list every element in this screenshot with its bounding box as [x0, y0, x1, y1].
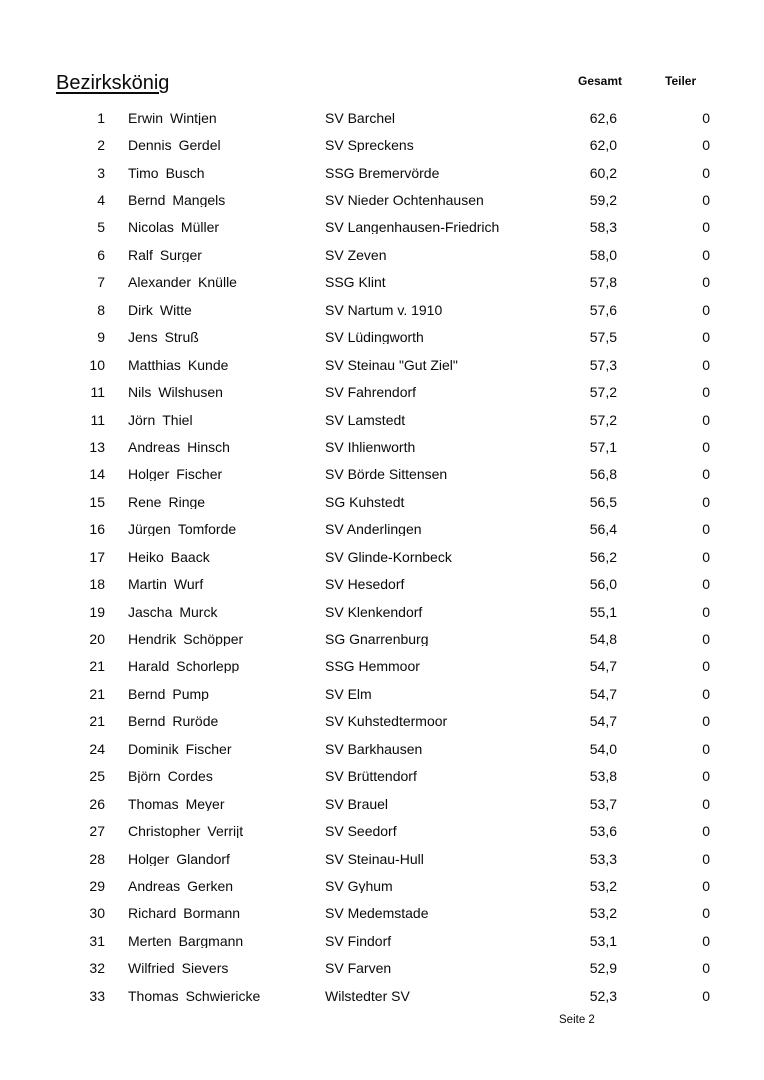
club-cell: SSG Hemmoor [325, 659, 420, 674]
gesamt-cell: 59,2 [589, 192, 617, 209]
first-name: Rene [128, 494, 162, 509]
teiler-cell: 0 [702, 411, 710, 428]
last-name: Busch [165, 165, 205, 180]
name-cell [128, 220, 325, 234]
last-name: Fischer [185, 741, 232, 756]
rank-cell: 11 [90, 411, 105, 428]
results-table [0, 104, 764, 1009]
rank-cell: 32 [89, 960, 105, 977]
club-cell: SV Klenkendorf [325, 604, 423, 619]
teiler-cell: 0 [702, 987, 710, 1004]
table-row [0, 900, 764, 927]
teiler-cell: 0 [702, 713, 710, 730]
gesamt-cell: 57,2 [589, 384, 617, 401]
table-row [0, 214, 764, 241]
gesamt-cell: 57,1 [589, 438, 617, 455]
first-name: Andreas [128, 439, 181, 454]
club-cell: SV Elm [325, 686, 372, 701]
teiler-cell: 0 [702, 960, 710, 977]
club-cell: SV Nartum v. 1910 [325, 302, 443, 317]
last-name: Meyer [185, 796, 225, 811]
club-cell: SV Seedorf [325, 824, 397, 839]
gesamt-cell: 57,3 [589, 356, 617, 373]
club-cell: SV Barkhausen [325, 741, 423, 756]
club-cell: SV Steinau "Gut Ziel" [325, 357, 458, 372]
last-name: Bargmann [178, 933, 244, 948]
last-name: Knülle [198, 275, 237, 290]
name-cell [128, 550, 325, 564]
teiler-cell: 0 [702, 548, 710, 565]
teiler-cell: 0 [702, 164, 710, 181]
last-name: Verrijt [207, 824, 244, 839]
club-cell: SSG Bremervörde [325, 165, 440, 180]
teiler-cell: 0 [702, 384, 710, 401]
teiler-cell: 0 [702, 850, 710, 867]
first-name: Timo [128, 165, 159, 180]
first-name: Richard [128, 906, 177, 921]
teiler-cell: 0 [702, 521, 710, 538]
rank-cell: 4 [97, 192, 105, 209]
name-cell [128, 413, 325, 427]
first-name: Jascha [128, 604, 173, 619]
last-name: Hinsch [187, 439, 230, 454]
rank-cell: 16 [89, 521, 105, 538]
table-row [0, 708, 764, 735]
last-name: Cordes [167, 769, 213, 784]
club-cell: SG Kuhstedt [325, 494, 405, 509]
gesamt-cell: 53,2 [589, 877, 617, 894]
gesamt-cell: 56,0 [589, 576, 617, 593]
last-name: Gerken [187, 878, 234, 893]
club-cell: SV Langenhausen-Friedrich [325, 220, 500, 235]
table-row [0, 296, 764, 323]
last-name: Müller [180, 220, 220, 235]
teiler-cell: 0 [702, 274, 710, 291]
gesamt-cell: 58,3 [589, 219, 617, 236]
gesamt-cell: 54,7 [589, 685, 617, 702]
table-row [0, 324, 764, 351]
club-cell: SV Lamstedt [325, 412, 406, 427]
first-name: Harald [128, 659, 170, 674]
rank-cell: 33 [89, 987, 105, 1004]
teiler-cell: 0 [702, 493, 710, 510]
club-cell: SV Zeven [325, 247, 387, 262]
club-cell: SV Findorf [325, 933, 392, 948]
teiler-cell: 0 [702, 877, 710, 894]
table-row [0, 406, 764, 433]
club-cell: SV Fahrendorf [325, 385, 417, 400]
last-name: Sievers [181, 961, 229, 976]
name-cell [128, 797, 325, 811]
last-name: Ringe [168, 494, 206, 509]
rank-cell: 30 [89, 905, 105, 922]
last-name: Pump [172, 686, 209, 701]
gesamt-cell: 57,6 [589, 301, 617, 318]
gesamt-cell: 55,1 [589, 603, 617, 620]
name-cell [128, 495, 325, 509]
club-cell: SV Glinde-Kornbeck [325, 549, 452, 564]
first-name: Thomas [128, 796, 179, 811]
rank-cell: 2 [97, 137, 105, 154]
club-cell: SV Lüdingworth [325, 330, 424, 345]
club-cell: SV Spreckens [325, 138, 414, 153]
name-cell [128, 742, 325, 756]
club-cell: SV Gyhum [325, 878, 393, 893]
teiler-cell: 0 [702, 795, 710, 812]
rank-cell: 25 [89, 768, 105, 785]
teiler-cell: 0 [702, 823, 710, 840]
first-name: Heiko [128, 549, 164, 564]
name-cell [128, 961, 325, 975]
first-name: Erwin [128, 110, 164, 125]
first-name: Jörn [128, 412, 156, 427]
table-row [0, 680, 764, 707]
table-row [0, 159, 764, 186]
first-name: Dirk [128, 302, 153, 317]
first-name: Bernd [128, 714, 166, 729]
first-name: Dennis [128, 138, 172, 153]
last-name: Gerdel [178, 138, 221, 153]
first-name: Matthias [128, 357, 181, 372]
teiler-cell: 0 [702, 658, 710, 675]
column-header-teiler: Teiler [665, 74, 697, 88]
table-row [0, 351, 764, 378]
rank-cell: 8 [97, 301, 105, 318]
club-cell: Wilstedter SV [325, 988, 410, 1003]
name-cell [128, 193, 325, 207]
first-name: Ralf [128, 247, 153, 262]
table-row [0, 598, 764, 625]
last-name: Tomforde [177, 522, 237, 537]
name-cell [128, 467, 325, 481]
first-name: Björn [128, 769, 161, 784]
teiler-cell: 0 [702, 301, 710, 318]
club-cell: SV Nieder Ochtenhausen [325, 193, 484, 208]
table-row [0, 241, 764, 268]
name-cell [128, 248, 325, 262]
name-cell [128, 358, 325, 372]
rank-cell: 24 [89, 740, 105, 757]
table-row [0, 872, 764, 899]
last-name: Glandorf [176, 851, 230, 866]
name-cell [128, 659, 325, 673]
teiler-cell: 0 [702, 438, 710, 455]
table-row [0, 653, 764, 680]
rank-cell: 28 [89, 850, 105, 867]
first-name: Dominik [128, 741, 179, 756]
table-row [0, 817, 764, 844]
club-cell: SG Gnarrenburg [325, 632, 429, 647]
rank-cell: 19 [89, 603, 105, 620]
gesamt-cell: 53,1 [589, 932, 617, 949]
last-name: Wurf [173, 577, 204, 592]
first-name: Nils [128, 385, 152, 400]
gesamt-cell: 54,0 [589, 740, 617, 757]
name-cell [128, 934, 325, 948]
last-name: Baack [170, 549, 210, 564]
rank-cell: 18 [89, 576, 105, 593]
table-row [0, 955, 764, 982]
first-name: Jens [128, 330, 158, 345]
club-cell: SV Medemstade [325, 906, 429, 921]
first-name: Holger [128, 851, 170, 866]
first-name: Thomas [128, 988, 179, 1003]
table-row [0, 516, 764, 543]
name-cell [128, 989, 325, 1003]
gesamt-cell: 56,4 [589, 521, 617, 538]
name-cell [128, 522, 325, 536]
rank-cell: 21 [89, 685, 105, 702]
table-row [0, 625, 764, 652]
gesamt-cell: 58,0 [589, 246, 617, 263]
name-cell [128, 824, 325, 838]
club-cell: SV Farven [325, 961, 392, 976]
last-name: Wilshusen [158, 385, 223, 400]
name-cell [128, 330, 325, 344]
name-cell [128, 687, 325, 701]
table-row [0, 378, 764, 405]
last-name: Schöpper [183, 632, 244, 647]
name-cell [128, 577, 325, 591]
last-name: Bormann [183, 906, 241, 921]
rank-cell: 10 [89, 356, 105, 373]
teiler-cell: 0 [702, 246, 710, 263]
name-cell [128, 632, 325, 646]
rank-cell: 17 [89, 548, 105, 565]
first-name: Bernd [128, 686, 166, 701]
name-cell [128, 714, 325, 728]
table-row [0, 927, 764, 954]
name-cell [128, 275, 325, 289]
club-cell: SV Kuhstedtermoor [325, 714, 448, 729]
gesamt-cell: 52,9 [589, 960, 617, 977]
teiler-cell: 0 [702, 603, 710, 620]
name-cell [128, 166, 325, 180]
last-name: Surger [159, 247, 202, 262]
table-row [0, 131, 764, 158]
rank-cell: 11 [90, 384, 105, 401]
gesamt-cell: 53,7 [589, 795, 617, 812]
club-cell: SV Barchel [325, 110, 396, 125]
table-row [0, 763, 764, 790]
table-row [0, 186, 764, 213]
first-name: Holger [128, 467, 170, 482]
name-cell [128, 385, 325, 399]
teiler-cell: 0 [702, 576, 710, 593]
club-cell: SV Börde Sittensen [325, 467, 448, 482]
last-name: Kunde [187, 357, 229, 372]
club-cell: SSG Klint [325, 275, 386, 290]
gesamt-cell: 54,7 [589, 658, 617, 675]
teiler-cell: 0 [702, 466, 710, 483]
gesamt-cell: 56,5 [589, 493, 617, 510]
club-cell: SV Brauel [325, 796, 389, 811]
first-name: Christopher [128, 824, 201, 839]
page-number: Seite 2 [559, 1014, 595, 1026]
first-name: Bernd [128, 193, 166, 208]
first-name: Wilfried [128, 961, 175, 976]
name-cell [128, 769, 325, 783]
last-name: Fischer [176, 467, 223, 482]
name-cell [128, 879, 325, 893]
name-cell [128, 111, 325, 125]
table-row [0, 845, 764, 872]
rank-cell: 6 [97, 246, 105, 263]
rank-cell: 1 [97, 109, 105, 126]
column-header-gesamt: Gesamt [578, 74, 623, 88]
rank-cell: 9 [97, 329, 105, 346]
teiler-cell: 0 [702, 768, 710, 785]
club-cell: SV Anderlingen [325, 522, 422, 537]
gesamt-cell: 62,0 [589, 137, 617, 154]
club-cell: SV Ihlienworth [325, 439, 416, 454]
name-cell [128, 906, 325, 920]
rank-cell: 5 [97, 219, 105, 236]
first-name: Hendrik [128, 632, 177, 647]
table-row [0, 488, 764, 515]
first-name: Nicolas [128, 220, 174, 235]
name-cell [128, 852, 325, 866]
last-name: Thiel [162, 412, 193, 427]
table-row [0, 790, 764, 817]
last-name: Witte [159, 302, 192, 317]
gesamt-cell: 57,8 [589, 274, 617, 291]
rank-cell: 27 [89, 823, 105, 840]
last-name: Schorlepp [176, 659, 240, 674]
gesamt-cell: 53,2 [589, 905, 617, 922]
club-cell: SV Brüttendorf [325, 769, 417, 784]
gesamt-cell: 62,6 [589, 109, 617, 126]
name-cell [128, 440, 325, 454]
rank-cell: 21 [89, 658, 105, 675]
teiler-cell: 0 [702, 905, 710, 922]
teiler-cell: 0 [702, 631, 710, 648]
gesamt-cell: 57,2 [589, 411, 617, 428]
first-name: Jürgen [128, 522, 171, 537]
first-name: Merten [128, 933, 172, 948]
gesamt-cell: 56,8 [589, 466, 617, 483]
teiler-cell: 0 [702, 219, 710, 236]
rank-cell: 29 [89, 877, 105, 894]
teiler-cell: 0 [702, 356, 710, 373]
gesamt-cell: 52,3 [589, 987, 617, 1004]
rank-cell: 15 [89, 493, 105, 510]
gesamt-cell: 53,3 [589, 850, 617, 867]
last-name: Wintjen [170, 110, 217, 125]
teiler-cell: 0 [702, 109, 710, 126]
gesamt-cell: 53,6 [589, 823, 617, 840]
table-row [0, 461, 764, 488]
name-cell [128, 138, 325, 152]
gesamt-cell: 54,7 [589, 713, 617, 730]
rank-cell: 14 [89, 466, 105, 483]
table-row [0, 570, 764, 597]
last-name: Struß [164, 330, 199, 345]
first-name: Alexander [128, 275, 192, 290]
table-row [0, 433, 764, 460]
gesamt-cell: 60,2 [589, 164, 617, 181]
gesamt-cell: 57,5 [589, 329, 617, 346]
rank-cell: 20 [89, 631, 105, 648]
rank-cell: 7 [97, 274, 105, 291]
rank-cell: 13 [89, 438, 105, 455]
first-name: Martin [128, 577, 167, 592]
table-row [0, 104, 764, 131]
table-row [0, 269, 764, 296]
last-name: Murck [179, 604, 218, 619]
rank-cell: 26 [89, 795, 105, 812]
rank-cell: 21 [89, 713, 105, 730]
club-cell: SV Steinau-Hull [325, 851, 424, 866]
last-name: Mangels [172, 193, 226, 208]
name-cell [128, 605, 325, 619]
first-name: Andreas [128, 878, 181, 893]
table-row [0, 543, 764, 570]
page-title: Bezirkskönig [56, 72, 170, 94]
gesamt-cell: 53,8 [589, 768, 617, 785]
gesamt-cell: 54,8 [589, 631, 617, 648]
table-row [0, 982, 764, 1009]
name-cell [128, 303, 325, 317]
gesamt-cell: 56,2 [589, 548, 617, 565]
last-name: Schwiericke [185, 988, 261, 1003]
last-name: Ruröde [172, 714, 219, 729]
rank-cell: 3 [97, 164, 105, 181]
rank-cell: 31 [89, 932, 105, 949]
teiler-cell: 0 [702, 685, 710, 702]
table-row [0, 735, 764, 762]
teiler-cell: 0 [702, 740, 710, 757]
teiler-cell: 0 [702, 192, 710, 209]
teiler-cell: 0 [702, 329, 710, 346]
teiler-cell: 0 [702, 137, 710, 154]
teiler-cell: 0 [702, 932, 710, 949]
club-cell: SV Hesedorf [325, 577, 405, 592]
